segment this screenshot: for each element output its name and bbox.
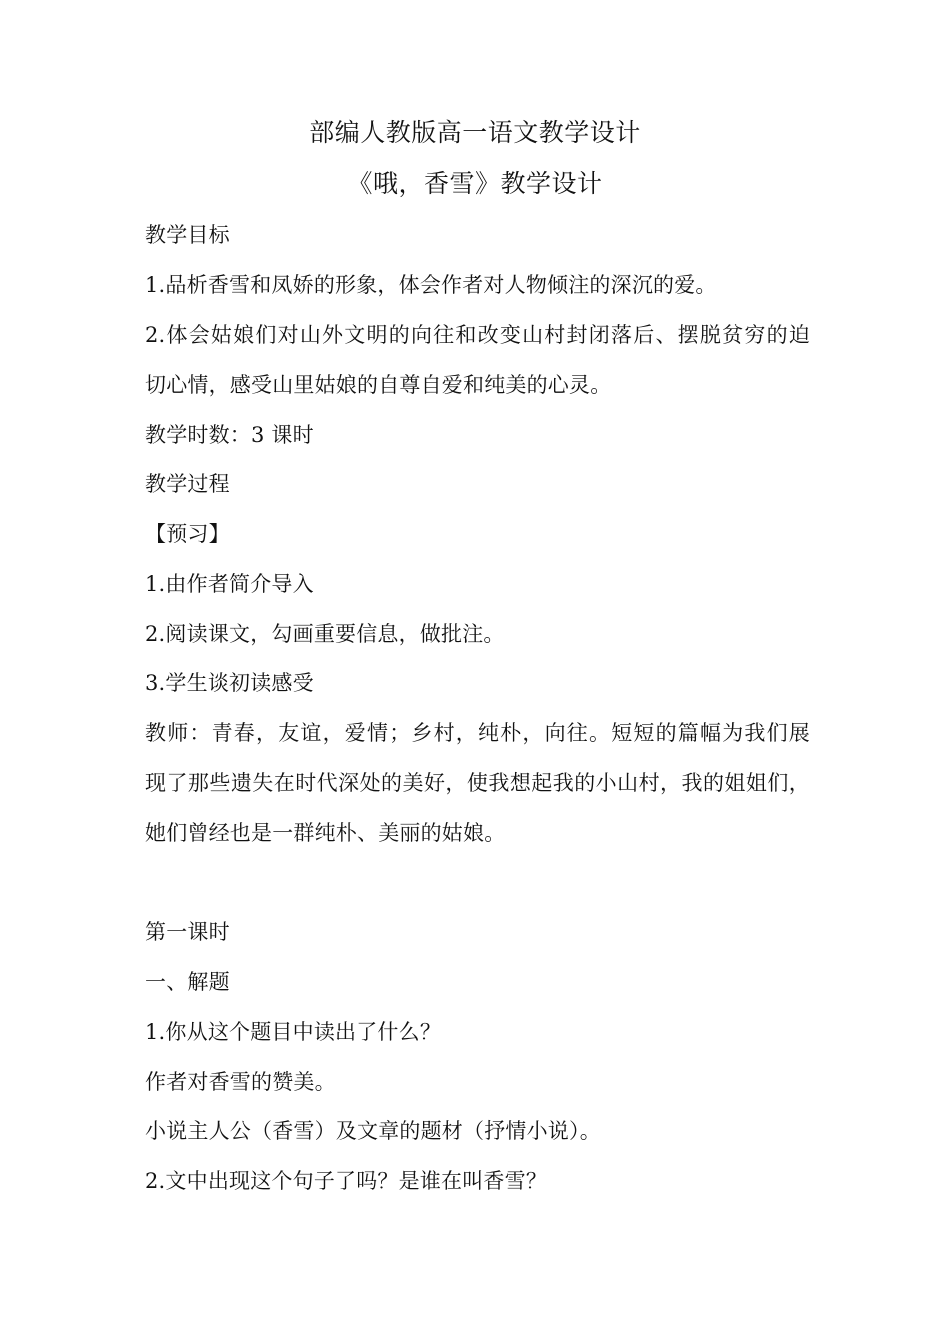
- preview-heading: 【预习】: [145, 522, 230, 546]
- answer-1-line-1: 作者对香雪的赞美。: [145, 1070, 336, 1094]
- document-title: 部编人教版高一语文教学设计: [309, 118, 641, 147]
- preview-item-3: 3.学生谈初读感受: [145, 671, 314, 695]
- answer-1-line-2: 小说主人公（香雪）及文章的题材（抒情小说）。: [145, 1119, 601, 1143]
- question-1: 1.你从这个题目中读出了什么？: [145, 1020, 442, 1044]
- lesson-one-heading: 第一课时: [145, 920, 230, 944]
- objective-item-2-line-2: 切心情，感受山里姑娘的自尊自爱和纯美的心灵。: [145, 373, 612, 397]
- section-heading-process: 教学过程: [145, 472, 230, 496]
- teacher-paragraph-line-2: 现了那些遗失在时代深处的美好，使我想起我的小山村，我的姐姐们，: [145, 771, 810, 795]
- document-subtitle: 《哦，香雪》教学设计: [347, 169, 603, 198]
- section-heading-objectives: 教学目标: [145, 223, 230, 247]
- teaching-hours: 教学时数：3 课时: [145, 423, 314, 447]
- teacher-paragraph-line-3: 她们曾经也是一群纯朴、美丽的姑娘。: [145, 821, 506, 845]
- objective-item-1: 1.品析香雪和凤娇的形象，体会作者对人物倾注的深沉的爱。: [145, 273, 717, 297]
- teacher-paragraph-line-1: 教师：青春，友谊，爱情；乡村，纯朴，向往。短短的篇幅为我们展: [145, 721, 810, 745]
- preview-item-2: 2.阅读课文，勾画重要信息，做批注。: [145, 622, 505, 646]
- objective-item-2-line-1: 2.体会姑娘们对山外文明的向往和改变山村封闭落后、摆脱贫穷的迫: [145, 323, 810, 347]
- preview-item-1: 1.由作者简介导入: [145, 572, 314, 596]
- question-2: 2.文中出现这个句子了吗？是谁在叫香雪？: [145, 1169, 548, 1193]
- section-heading-title-analysis: 一、解题: [145, 970, 230, 994]
